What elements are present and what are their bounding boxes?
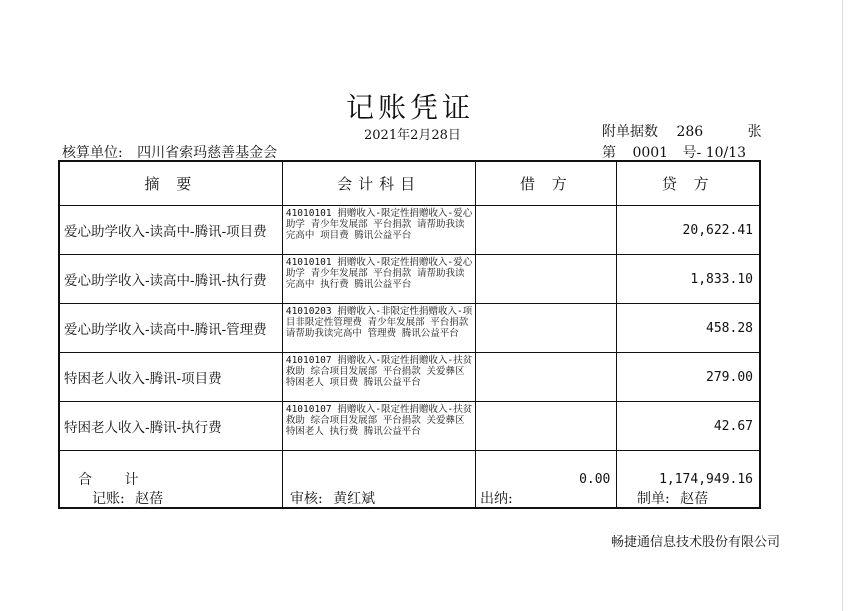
table-row bbox=[59, 304, 760, 353]
accounting-unit-value: 四川省索玛慈善基金会 bbox=[137, 145, 278, 161]
reviewer-name: 黄红斌 bbox=[333, 491, 376, 507]
cashier-label: 出纳: bbox=[480, 491, 513, 507]
accounting-unit bbox=[62, 142, 277, 162]
row-account: 41010107 捐赠收入-限定性捐赠收入-扶贫救助 综合项目发展部 平台捐款 关爱彝区特困老人 项目费 腾讯公益平台 bbox=[282, 353, 476, 402]
total-label: 合 计 bbox=[59, 451, 282, 509]
voucher-number bbox=[602, 142, 746, 162]
header-summary: 摘 要 bbox=[59, 161, 282, 206]
row-credit: 458.28 bbox=[617, 304, 760, 353]
row-debit bbox=[476, 255, 617, 304]
row-credit: 20,622.41 bbox=[617, 206, 760, 255]
reviewer-signature bbox=[290, 488, 375, 508]
attachment-number: 286 bbox=[676, 124, 704, 140]
row-summary: 特困老人收入-腾讯-执行费 bbox=[59, 402, 282, 451]
attachment-label: 附单据数 bbox=[602, 124, 658, 140]
software-company: 畅捷通信息技术股份有限公司 bbox=[611, 535, 781, 550]
row-account: 41010203 捐赠收入-非限定性捐赠收入-项目非限定性管理费 青少年发展部 平台捐款 请帮助我读完高中 管理费 腾讯公益平台 bbox=[282, 304, 476, 353]
total-debit: 0.00 bbox=[476, 451, 617, 509]
cashier-signature bbox=[480, 488, 519, 508]
voucher-page: 10/13 bbox=[705, 145, 747, 161]
header-credit: 贷 方 bbox=[617, 161, 760, 206]
row-credit: 42.67 bbox=[617, 402, 760, 451]
preparer-name: 赵蓓 bbox=[680, 491, 709, 507]
preparer-label: 制单: bbox=[637, 491, 670, 507]
row-credit: 1,833.10 bbox=[617, 255, 760, 304]
attachment-count bbox=[602, 121, 762, 141]
reviewer-label: 审核: bbox=[290, 491, 323, 507]
row-account: 41010101 捐赠收入-限定性捐赠收入-爱心助学 青少年发展部 平台捐款 请帮助我读完高中 项目费 腾讯公益平台 bbox=[282, 206, 476, 255]
table-row bbox=[59, 402, 760, 451]
preparer-signature bbox=[637, 488, 708, 508]
row-account: 41010101 捐赠收入-限定性捐赠收入-爱心助学 青少年发展部 平台捐款 请帮助我读完高中 执行费 腾讯公益平台 bbox=[282, 255, 476, 304]
voucher-date: 2021年2月28日 bbox=[364, 128, 461, 143]
row-credit: 279.00 bbox=[617, 353, 760, 402]
bookkeeper-signature bbox=[92, 488, 163, 508]
voucher-title: 记账凭证 bbox=[345, 91, 474, 124]
header-account: 会计科目 bbox=[282, 161, 476, 206]
row-summary: 爱心助学收入-读高中-腾讯-项目费 bbox=[59, 206, 282, 255]
table-row bbox=[59, 353, 760, 402]
header-row bbox=[59, 161, 760, 206]
row-summary: 特困老人收入-腾讯-项目费 bbox=[59, 353, 282, 402]
voucher-table bbox=[58, 160, 761, 509]
row-debit bbox=[476, 402, 617, 451]
accounting-unit-label: 核算单位: bbox=[62, 145, 123, 161]
bookkeeper-name: 赵蓓 bbox=[135, 491, 164, 507]
page-edge bbox=[842, 0, 843, 611]
bookkeeper-label: 记账: bbox=[92, 491, 125, 507]
voucher-prefix: 第 bbox=[602, 145, 616, 161]
voucher-sep: 号- bbox=[682, 145, 702, 161]
row-debit bbox=[476, 304, 617, 353]
row-summary: 爱心助学收入-读高中-腾讯-管理费 bbox=[59, 304, 282, 353]
voucher-no: 0001 bbox=[632, 145, 669, 161]
row-debit bbox=[476, 353, 617, 402]
header-debit: 借 方 bbox=[476, 161, 617, 206]
row-summary: 爱心助学收入-读高中-腾讯-执行费 bbox=[59, 255, 282, 304]
row-account: 41010107 捐赠收入-限定性捐赠收入-扶贫救助 综合项目发展部 平台捐款 关爱彝区特困老人 执行费 腾讯公益平台 bbox=[282, 402, 476, 451]
row-debit bbox=[476, 206, 617, 255]
total-credit: 1,174,949.16 bbox=[617, 451, 760, 509]
table-row bbox=[59, 255, 760, 304]
attachment-unit: 张 bbox=[747, 124, 762, 140]
table-row bbox=[59, 206, 760, 255]
